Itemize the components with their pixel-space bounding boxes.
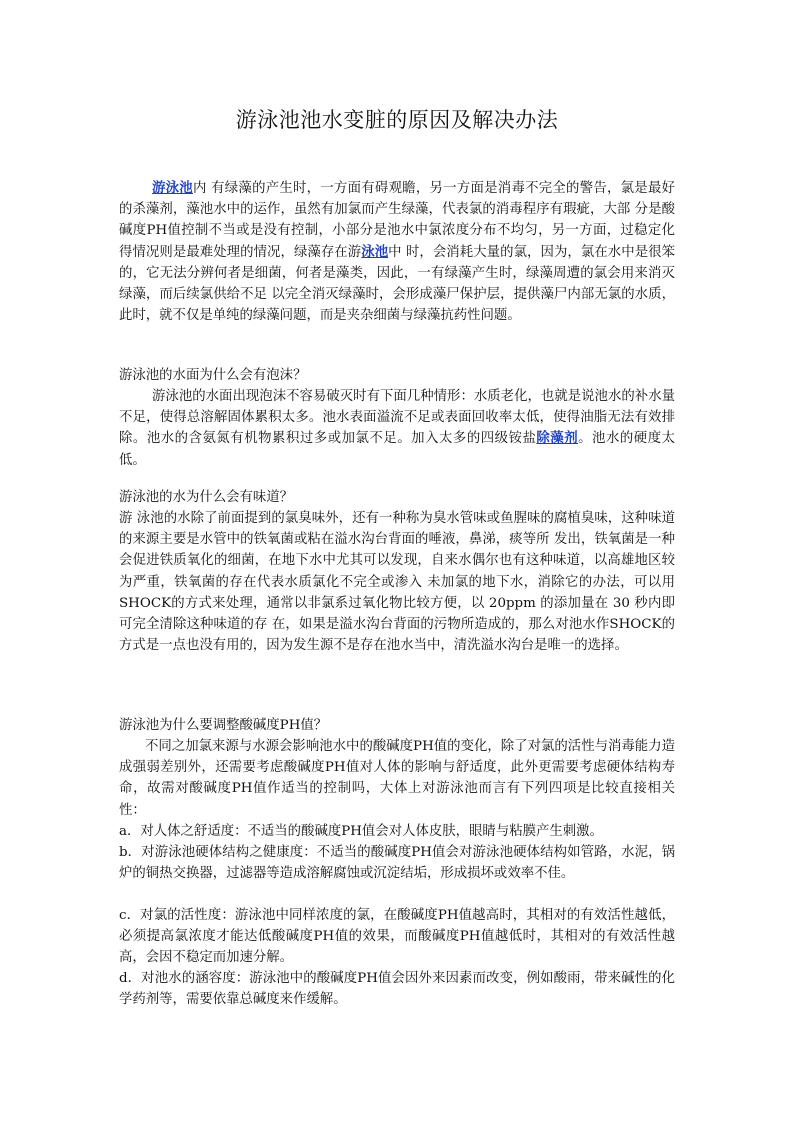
smell-heading: 游泳池的水为什么会有味道？ [119, 490, 294, 505]
foam-text-part1: 游泳池的水面出现泡沫不容易破灭时有下面几种情形：水质老化，也就是说池水的补水量不足，使得总溶解固体累积太多。池水表面溢流不足或表面回收率太低，使得油脂无法有效排除。池水的含氨氮有机物累积过多或加氯不足。加入太多的四级铵盐 [119, 389, 675, 447]
ph-item-b: b．对游泳池硬体结构之健康度：不适当的酸碱度PH值会对游泳池硬体结构如管路，水泥，锅炉的铜热交换器，过滤器等造成溶解腐蚀或沉淀结垢，形成损坏或效率不佳。 [119, 845, 675, 882]
intro-text-part1: 内 有绿藻的产生时，一方面有碍观瞻，另一方面是消毒不完全的警告，氯是最好的杀藻剂，藻池水中的运作，虽然有加氯而产生绿藻，代表氯的消毒程序有瑕疵，大部 分是酸碱度PH值控制不当或是没有控制，小部分是池水中氯浓度分布不均匀，另一方面，过稳定化得情况则是最难处理的情况，绿藻存在游 [119, 181, 675, 260]
link-pool[interactable]: 泳池 [361, 243, 389, 260]
page-title: 游泳池池水变脏的原因及解决办法 [235, 108, 559, 132]
smell-paragraph: 游 泳池的水除了前面提到的氯臭味外，还有一种称为臭水管味或鱼腥味的腐植臭味，这种味道的来源主要是水管中的铁氧菌或粘在溢水沟台背面的唾液，鼻涕，痰等所 发出，铁氧菌是一种会促进铁质氧化的细菌，在地下水中尤其可以发现，自来水偶尔也有这种味道，以高雄地区较为严重，铁氧菌的存在代表水质氯化不完全或渗入 未加氯的地下水，消除它的办法，可以用SHOCK的方式来处理，通常以非氯系过氧化物比较方便，以 20ppm 的添加量在 30 秒内即可完全清除这种味道的存 在，如果是溢水沟台背面的污物所造成的，那么对池水作SHOCK的方式是一点也没有用的，因为发生源不是存在池水当中，清洗溢水沟台是唯一的选择。 [119, 511, 675, 654]
link-algaecide[interactable]: 除藻剂 [536, 430, 579, 447]
ph-item-a: a．对人体之舒适度：不适当的酸碱度PH值会对人体皮肤，眼睛与粘膜产生刺激。 [119, 824, 603, 839]
ph-heading: 游泳池为什么要调整酸碱度PH值？ [119, 718, 328, 733]
foam-heading: 游泳池的水面为什么会有泡沫？ [119, 368, 307, 383]
intro-text-part2: 中 时，会消耗大量的氯，因为，氯在水中是很笨的，它无法分辨何者是细菌，何者是藻类，因此，一有绿藻产生时，绿藻周遭的氯会用来消灭绿藻，而后续氯供给不足 以完全消灭绿藻时，会形成藻尸保护层，提供藻尸内部无氯的水质，此时，就不仅是单纯的绿藻问题，而是夹杂细菌与绿藻抗药性问题。 [119, 244, 676, 324]
foam-paragraph [119, 386, 675, 471]
link-swimming-pool[interactable]: 游泳池 [152, 180, 193, 196]
ph-item-d: d．对池水的涵容度：游泳池中的酸碱度PH值会因外来因素而改变，例如酸雨，带来碱性的化学药剂等，需要依靠总碱度来作缓解。 [119, 971, 675, 1008]
intro-paragraph [119, 178, 675, 326]
ph-intro-paragraph: 不同之加氯来源与水源会影响池水中的酸碱度PH值的变化，除了对氯的活性与消毒能力造成强弱差别外，还需要考虑酸碱度PH值对人体的影响与舒适度，此外更需要考虑硬体结构寿命，故需对酸碱度PH值作适当的控制吗，大体上对游泳池而言有下列四项是比较直接相关性： [119, 739, 675, 818]
ph-item-c: c．对氯的活性度：游泳池中同样浓度的氯，在酸碱度PH值越高时，其相对的有效活性越低，必须提高氯浓度才能达低酸碱度PH值的效果，而酸碱度PH值越低时，其相对的有效活性越高，会因不稳定而加速分解。 [119, 908, 675, 966]
foam-text-part2: 。池水的硬度太低。 [119, 431, 676, 468]
